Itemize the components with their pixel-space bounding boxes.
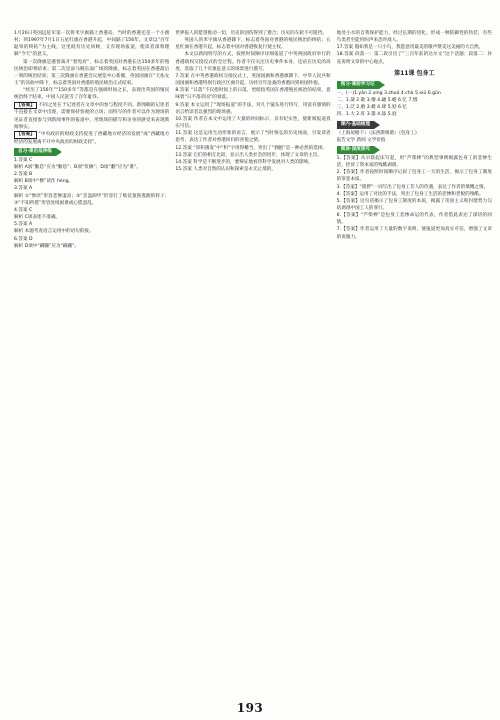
answer-line: 4.【答案】运用了对比的手法，突出了包身工生活的悲惨和老板的残酷。 <box>336 191 484 197</box>
answer-line: 3.答案 A <box>14 186 33 192</box>
explanation-line: 解析 C项表述不准确。 <box>14 215 61 221</box>
paragraph: “经历了156年”“150多年”等都是在强调时间之长，表现出英国的殖民统治终于结束，中国人民洗雪了百年耻辱。 <box>14 88 170 101</box>
answer-tag: 【答案】 <box>14 131 37 139</box>
answer-line: 一、(一)1.yǎn 2.xíng 3.zhuō 4.chà 5.xiǔ 6.gūn <box>336 90 441 96</box>
paragraph: 英国人的米字旗从香港降下，标志着英国对香港的殖民统治的终结；五星红旗在香港升起，标志着中国对香港恢复行使主权。 <box>175 38 331 51</box>
explanation-line: 解析 A项“勤恳”应为“勤恳”；B项“伎俩”；D项“翻”应为“番”。 <box>14 164 141 170</box>
explanation-line: 解析 ①“惨淡”形容悲惨凄凉；②“丢盔卸甲”形容打了败仗狼狈逃跑的样子；③“不知所措”形容处境困难或心慌意乱。 <box>14 193 170 206</box>
answer-line: 四、1.大 2.旺 3.嚣 4.舔 5.庭 <box>336 112 397 118</box>
paragraph: 第一次降旗是港督离开“督宪府”，标志着英国对香港长达150多年的殖民统治即将结束；第二次是添马舰东面广场的降旗，标志着英国在香港最后一刻的统治结束；第三次降旗在香港会议展览中心新翼，英国国旗在“天佑女王”的乐曲中降下，标志着英国对香港的殖民统治正式结束。 <box>14 59 170 87</box>
answer-line: 5.答案 A <box>14 222 33 228</box>
answer-line: 14.答案 科学是不断进步的，要辩证地看待科学发展对人类的影响。 <box>175 159 313 165</box>
answer-line: 11.答案 这是运用生动形象的语言，展示了当时恢弘的历史场面，引发读者思考，表达了作者对香港回归的喜悦之情。 <box>175 131 331 144</box>
answer-line: 7.答案 在中英香港政权交接仪式上，英国国旗和香港旗降下，中华人民共和国国旗和香港特别行政区区旗升起，历经百年沧桑的香港回到祖国怀抱。 <box>175 73 331 87</box>
answer-line: （上海屋檐下）（法西斯细菌）《包身工》 <box>336 130 420 136</box>
answer-line: 18.答案 段落一：第二段引出了“三百年前的达尔文”这个话题；段落二：补充说明文章的中心观点。 <box>336 52 492 65</box>
section-header: 阅读·深度探究 <box>337 146 374 154</box>
paragraph: 1月26日英国远征军第一次将米字旗插上香港岛，当时的香港还是一个小渔村；到1997年7月1日五星红旗在香港升起，中间隔了156年。文章以“百年耻辱的终结”为主线，这里既有历史回顾，又有现场报道，使读者深刻理解“今天”的意义。 <box>14 31 170 58</box>
answer-line: 三、1.泛 2.磨 3.蜷 4.肆 5.惦 6.忆 <box>336 105 408 111</box>
answer-line: 5.【答案】这句话揭示了包身工制度的本质，揭露了帝国主义和封建势力勾结剥削中国工人的罪行。 <box>336 198 492 211</box>
answer-line: 1.答案 C <box>14 157 33 163</box>
paragraph: 本文以新闻特写的方式，按照时间顺序详细报道了中英两国政府举行的香港政权交接仪式的全过程。作者不仅关注历史事件本身，还站在历史的高度，选取了几个有象征意义的场景进行描写。 <box>175 52 331 72</box>
answer-line: 2.答案 B <box>14 172 33 178</box>
column-3 <box>337 30 492 694</box>
answer-line: 3.【答案】“猪猡”一词写出了包身工非人的待遇，表达了作者的愤慨之情。 <box>336 184 489 190</box>
answer-line: 1.【答案】从早晨起床写起，用“芦柴棒”的典型事例揭露包身工的悲惨生活，控诉了资本家的残酷剥削。 <box>336 155 492 169</box>
paragraph: 世界报人的愿望推动一切，历史的创伤得到了愈合；历史的车轮不可阻挡。 <box>175 31 327 36</box>
explanation-line: 解析 本题考查语言运用中的语句衔接。 <box>14 229 94 235</box>
columns <box>14 30 492 694</box>
column-1 <box>14 30 169 694</box>
section-header: 课内·基础梳理 <box>337 121 374 129</box>
answer-line: 报告文学 新闻 文学价值 <box>336 137 386 143</box>
answer-line: 17.答案 假如我是一只小鸟，我愿意用最美的歌声赞美这美丽的大自然。 <box>336 45 484 51</box>
section-header: 预习·课前学习记 <box>337 81 379 89</box>
answer-line: 12.答案 “厚积薄发”中“积”字用得精当，突出了“拥抱”是一种必然的选择。 <box>175 145 328 151</box>
page-number: 193 <box>236 700 264 715</box>
paragraph: “中央政府的财政支持促进了西藏地方经济的发展”或“西藏地方经济的发展离不开中央政府的财政支持”。 <box>14 131 170 145</box>
answer-line: 2.【答案】作者按照时间顺序记叙了包身工一天的生活，揭示了包身工制度的罪恶本质。 <box>336 170 492 183</box>
paragraph: 地处小水的自我保护能力，经过长期的进化，形成一种防御性的伪装，有些鸟类甚至能用叫声来恐吓敌人。 <box>336 31 492 44</box>
answer-line: 二、1.蒲 2.歇 3.懵 4.翩 5.蜷 6.忆 7.慑 <box>336 98 418 104</box>
answer-line: 4.答案 C <box>14 207 33 213</box>
explanation-line: 解析 D项中“蹒跚”应为“蹒跚”。 <box>14 243 80 249</box>
answer-line: 6.【答案】“芦柴棒”是包身工悲惨命运的代表，作者借此表达了深切的同情。 <box>336 213 492 226</box>
answer-line: 13.答案 它们的相互比较，显示出人类社会的进步，体现了文章的主旨。 <box>175 152 322 158</box>
lesson-title: 第11课 包身工 <box>394 69 435 77</box>
answer-line: 9.答案 本文运用了“现场报道”的手法，对几个镜头进行特写，用富有感情的语言给读者以强烈的现场感。 <box>175 102 331 115</box>
answer-line: 10.答案 作者在本文中运用了大量的时间标示，具有纪实性，使新闻报道真实可信。 <box>175 116 331 130</box>
section-header: 自习·课后延伸练 <box>14 148 56 156</box>
explanation-line: 解析 B项中“横”读作 hèng。 <box>14 179 74 185</box>
answer-tag: 【答案】 <box>14 102 37 110</box>
answer-line: 7.【答案】作者运用了大量的数字说明，使报道更加真实可信，增强了文章的说服力。 <box>336 227 492 240</box>
paragraph: 不同之处在于记述者在文章中的参与程度不同。新闻稿的记述者不直接在文章中出现，需要保持客观的立场；而特写的作者可以作为现场的见证者直接参与到新闻事件的报道中，用现场的描写和亲身的感受来表现新闻事实。 <box>14 102 170 130</box>
answer-line: 8.答案 “日落”不仅指时间上的日落，更暗指英国在香港殖民统治的结束，意味着“日不落帝国”的衰落。 <box>175 88 331 101</box>
column-2 <box>175 30 330 694</box>
answer-line: 15.答案 人类对自然的认识和探索是永无止境的。 <box>175 166 276 172</box>
answer-line: 6.答案 D <box>14 236 33 242</box>
